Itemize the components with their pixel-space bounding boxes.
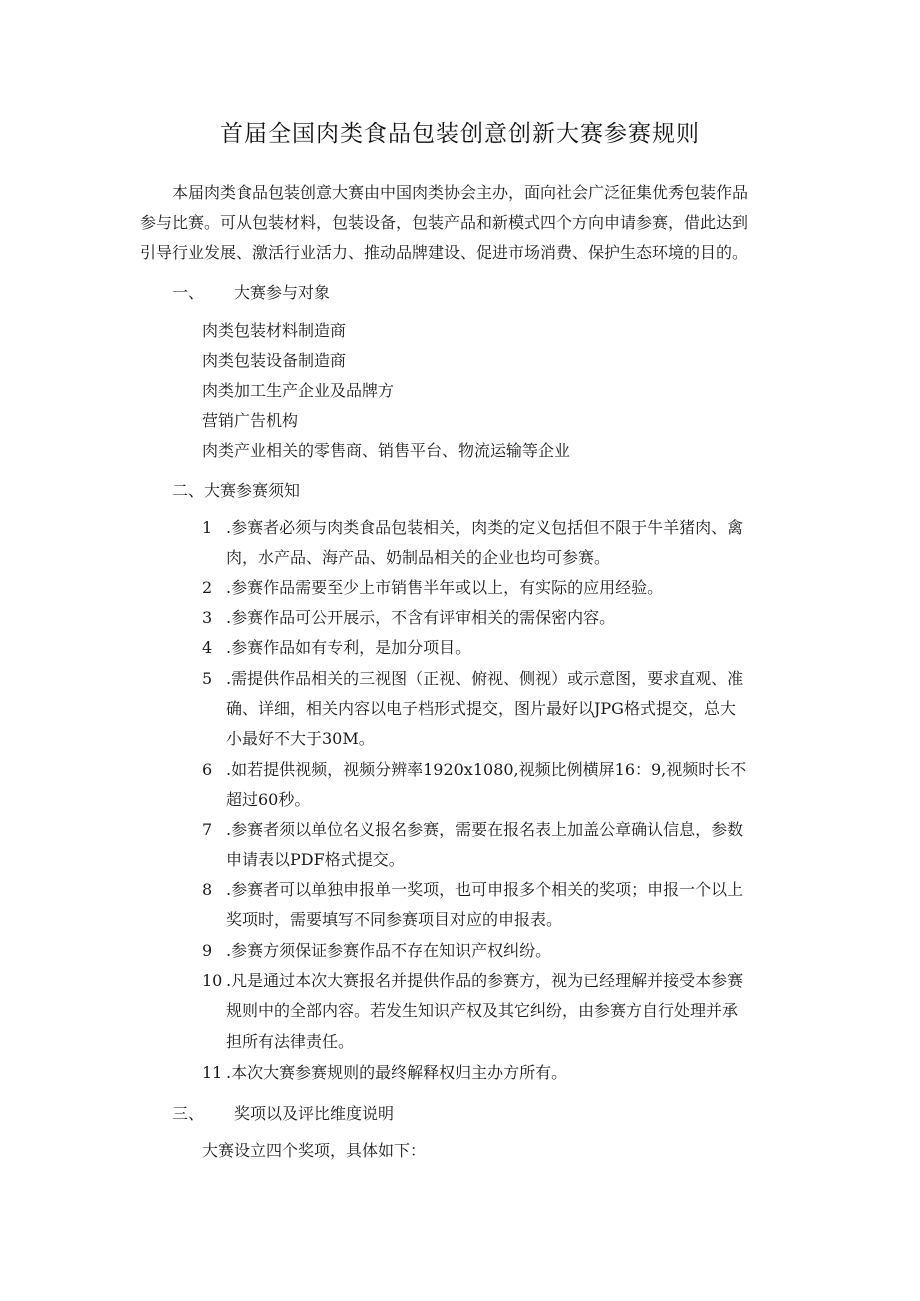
rule-number: 7 [202, 820, 213, 839]
rule-item [202, 879, 743, 901]
section-number: 一、 [172, 283, 205, 302]
rule-item [202, 577, 663, 599]
rule-text: .参赛者可以单独申报单一奖项，也可申报多个相关的奖项；申报一个以上 [226, 880, 744, 899]
list-item: 肉类加工生产企业及品牌方 [202, 381, 395, 400]
section-title: 奖项以及评比维度说明 [234, 1104, 395, 1123]
rule-number: 11 [202, 1063, 223, 1082]
rule-text: 超过60秒。 [226, 790, 311, 809]
intro-line: 参与比赛。可从包装材料，包装设备，包装产品和新模式四个方向申请参赛，借此达到 [140, 213, 749, 232]
rule-item [202, 759, 746, 781]
rule-text: 奖项时，需要填写不同参赛项目对应的申报表。 [226, 910, 563, 929]
rule-text: .参赛方须保证参赛作品不存在知识产权纠纷。 [226, 941, 552, 960]
page-title: 首届全国肉类食品包装创意创新大赛参赛规则 [220, 121, 700, 147]
rule-text: 担所有法律责任。 [226, 1032, 355, 1051]
rule-text: .凡是通过本次大赛报名并提供作品的参赛方，视为已经理解并接受本参赛 [226, 971, 744, 990]
list-item: 肉类包装设备制造商 [202, 351, 347, 370]
rule-text: .本次大赛参赛规则的最终解释权归主办方所有。 [226, 1063, 568, 1082]
list-item: 营销广告机构 [202, 411, 299, 430]
list-item: 肉类产业相关的零售商、销售平台、物流运输等企业 [202, 441, 571, 460]
rule-text: 确、详细，相关内容以电子档形式提交，图片最好以JPG格式提交，总大 [226, 699, 736, 718]
rule-text: .需提供作品相关的三视图（正视、俯视、侧视）或示意图，要求直观、准 [226, 669, 744, 688]
rule-number: 1 [202, 518, 213, 537]
rule-text: .参赛者必须与肉类食品包装相关，肉类的定义包括但不限于牛羊猪肉、禽 [226, 518, 744, 537]
rule-item [202, 940, 551, 962]
rule-number: 4 [202, 638, 213, 657]
section-heading-2: 二、大赛参赛须知 [172, 481, 301, 500]
rule-item [202, 970, 743, 992]
rule-item [202, 517, 743, 539]
rule-number: 3 [202, 608, 213, 627]
rule-text: .参赛作品如有专利，是加分项目。 [226, 638, 472, 657]
rule-item [202, 668, 743, 690]
rule-item [202, 1062, 567, 1084]
section-title: 大赛参与对象 [234, 283, 331, 302]
rule-number: 5 [202, 669, 213, 688]
rule-number: 8 [202, 880, 213, 899]
rule-number: 6 [202, 760, 213, 779]
rule-number: 2 [202, 578, 213, 597]
list-item: 肉类包装材料制造商 [202, 321, 347, 340]
rule-text: 申请表以PDF格式提交。 [226, 850, 405, 869]
section-heading-1 [172, 282, 330, 304]
rule-item [202, 819, 743, 841]
intro-line: 引导行业发展、激活行业活力、推动品牌建设、促进市场消费、保护生态环境的目的。 [140, 243, 749, 262]
rule-text: 小最好不大于30M。 [226, 729, 375, 748]
paragraph: 大赛设立四个奖项，具体如下： [202, 1141, 427, 1160]
rule-number: 9 [202, 941, 213, 960]
rule-text: .参赛作品可公开展示，不含有评审相关的需保密内容。 [226, 608, 616, 627]
section-number: 三、 [172, 1104, 205, 1123]
rule-text: 肉，水产品、海产品、奶制品相关的企业也均可参赛。 [226, 548, 611, 567]
rule-text: .参赛者须以单位名义报名参赛，需要在报名表上加盖公章确认信息，参数 [226, 820, 744, 839]
rule-text: .如若提供视频，视频分辨率1920x1080,视频比例横屏16：9,视频时长不 [226, 760, 747, 779]
section-heading-3 [172, 1103, 394, 1125]
intro-line: 本届肉类食品包装创意大赛由中国肉类协会主办，面向社会广泛征集优秀包装作品 [172, 183, 749, 202]
rule-item [202, 637, 471, 659]
rule-item [202, 607, 615, 629]
rule-text: 规则中的全部内容。若发生知识产权及其它纠纷，由参赛方自行处理并承 [226, 1001, 739, 1020]
rule-number: 10 [202, 971, 223, 990]
rule-text: .参赛作品需要至少上市销售半年或以上，有实际的应用经验。 [226, 578, 664, 597]
